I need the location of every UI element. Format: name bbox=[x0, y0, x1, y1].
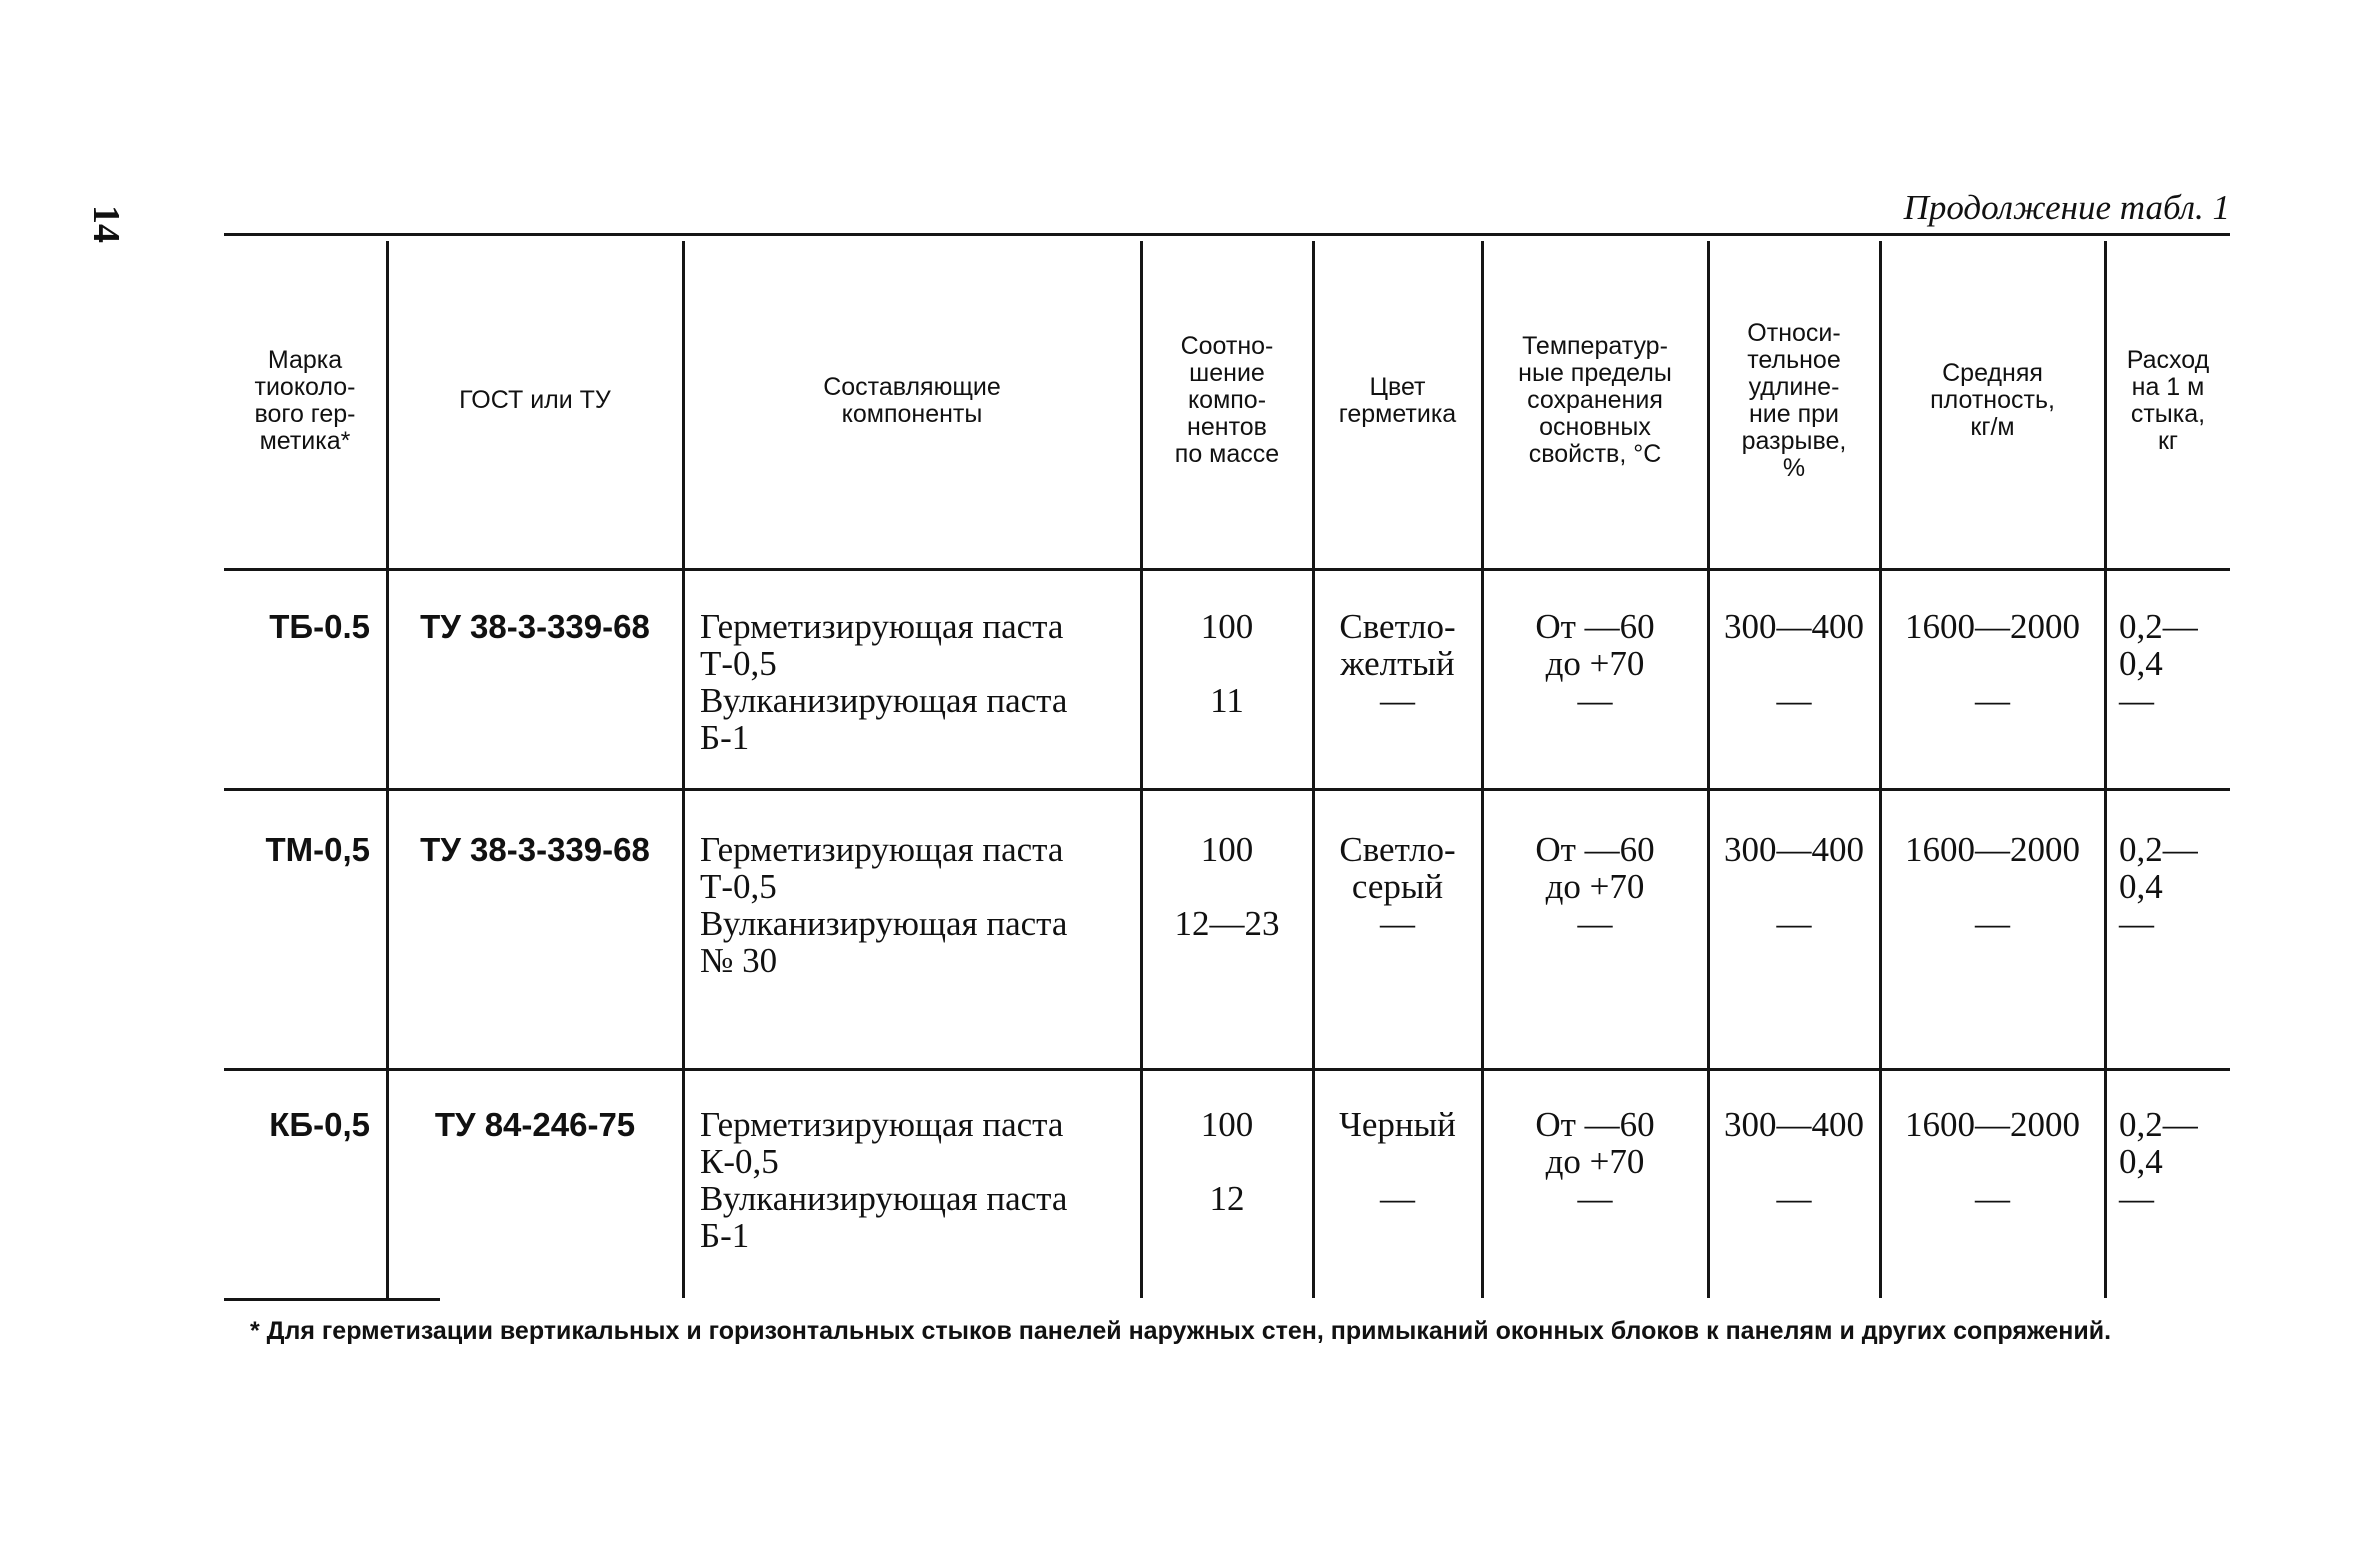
footnote: * Для герметизации вертикальных и горизонтальных стыков панелей наружных стен, примыканий оконных блоков к панелям и других сопряжений. bbox=[250, 1317, 2112, 1345]
row-1-gost: ТУ 38-3-339-68 bbox=[420, 608, 650, 645]
row-2-color: Светло- серый — bbox=[1339, 830, 1456, 943]
row-2-temperature: От —60 до +70 — bbox=[1535, 830, 1655, 943]
page-number: 14 bbox=[85, 205, 127, 243]
row-2-consumption: 0,2— 0,4 — bbox=[2119, 830, 2198, 943]
row-2-gost: ТУ 38-3-339-68 bbox=[420, 831, 650, 868]
row-3-temperature: От —60 до +70 — bbox=[1535, 1105, 1655, 1218]
row-3-components: Герметизирующая паста К-0,5 Вулканизирующая паста Б-1 bbox=[700, 1105, 1068, 1255]
row-1-elongation: 300—400 — bbox=[1724, 607, 1864, 720]
header-temperature: Температур- ные пределы сохранения основных свойств, °С bbox=[1518, 332, 1672, 468]
header-ratio: Соотно- шение компо- нентов по массе bbox=[1174, 332, 1280, 468]
row-1-density: 1600—2000 — bbox=[1905, 607, 2080, 720]
row-2-elongation: 300—400 — bbox=[1724, 830, 1864, 943]
footnote-rule bbox=[224, 1298, 440, 1301]
row-3-density: 1600—2000 — bbox=[1905, 1105, 2080, 1218]
header-elongation: Относи- тельное удлине- ние при разрыве, % bbox=[1741, 318, 1847, 482]
row-3-consumption: 0,2— 0,4 — bbox=[2119, 1105, 2198, 1218]
row-divider-2 bbox=[224, 1068, 2230, 1071]
header-density: Средняя плотность, кг/м bbox=[1930, 359, 2055, 441]
header-bottom-rule bbox=[224, 568, 2230, 571]
row-divider-1 bbox=[224, 788, 2230, 791]
header-color: Цвет герметика bbox=[1338, 372, 1457, 428]
row-3-ratio: 100 12 bbox=[1200, 1105, 1254, 1218]
row-1-components: Герметизирующая паста Т-0,5 Вулканизирующая паста Б-1 bbox=[700, 607, 1068, 757]
header-consumption: Расход на 1 м стыка, кг bbox=[2126, 345, 2210, 455]
row-1-consumption: 0,2— 0,4 — bbox=[2119, 607, 2198, 720]
row-1-color: Светло- желтый — bbox=[1339, 607, 1456, 720]
sealant-table bbox=[224, 233, 2230, 1298]
header-components: Составляющие компоненты bbox=[823, 372, 1001, 428]
row-3-gost: ТУ 84-246-75 bbox=[434, 1106, 636, 1143]
header-gost: ГОСТ или ТУ bbox=[459, 386, 611, 414]
row-2-mark: ТМ-0,5 bbox=[265, 831, 370, 868]
row-2-ratio: 100 12—23 bbox=[1174, 830, 1280, 943]
row-2-components: Герметизирующая паста Т-0,5 Вулканизирующая паста № 30 bbox=[700, 830, 1068, 980]
table-caption: Продолжение табл. 1 bbox=[1903, 188, 2230, 227]
row-2-density: 1600—2000 — bbox=[1905, 830, 2080, 943]
header-mark: Марка тиоколо- вого гер- метика* bbox=[254, 345, 356, 455]
row-3-mark: КБ-0,5 bbox=[269, 1106, 370, 1143]
row-1-temperature: От —60 до +70 — bbox=[1535, 607, 1655, 720]
row-3-color: Черный — bbox=[1339, 1105, 1456, 1218]
row-1-mark: ТБ-0.5 bbox=[269, 608, 370, 645]
row-1-ratio: 100 11 bbox=[1200, 607, 1254, 720]
row-3-elongation: 300—400 — bbox=[1724, 1105, 1864, 1218]
